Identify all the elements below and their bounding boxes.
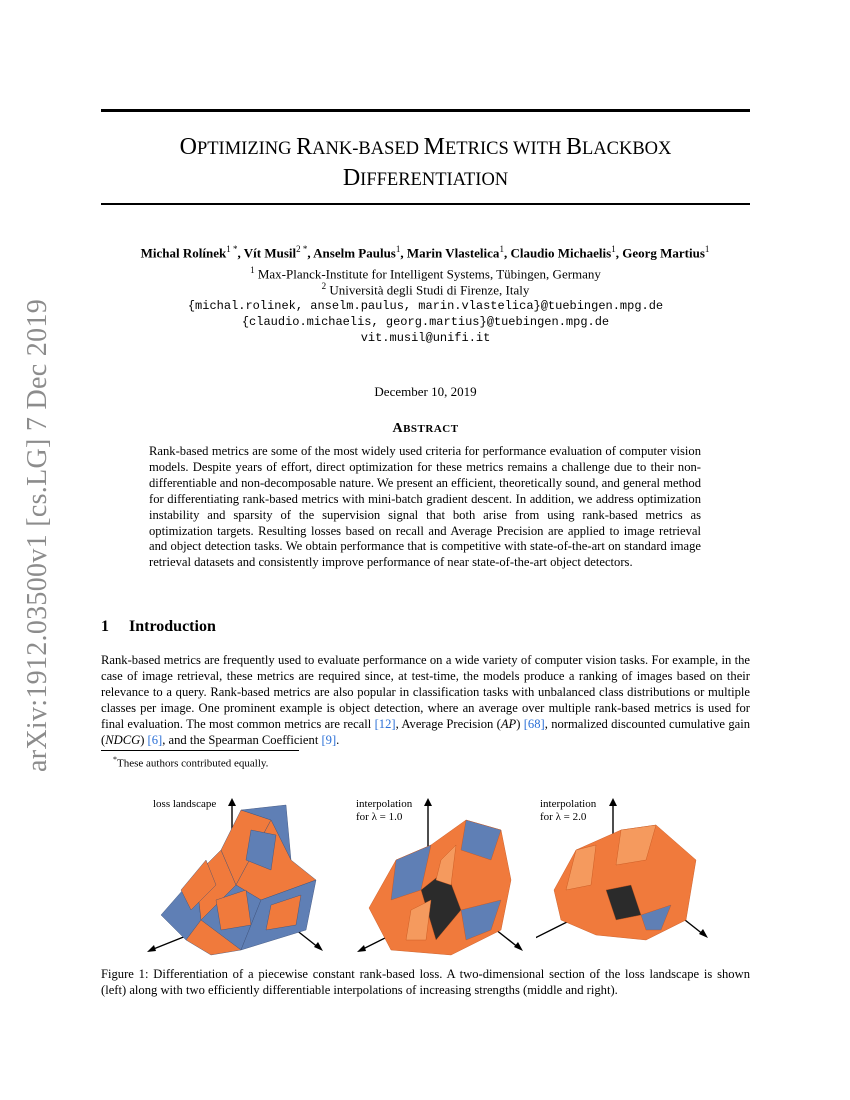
math-ndcg: NDCG	[105, 732, 141, 747]
math-ap: AP	[500, 716, 517, 731]
affiliation-2-mark: 2	[321, 281, 327, 291]
title-smallcaps: PTIMIZING	[196, 139, 297, 159]
title-smallcaps: ANK-BASED	[312, 139, 424, 159]
abstract-heading	[101, 421, 750, 437]
author-name: Marin Vlastelica	[406, 245, 500, 261]
title-smallcaps: IFFERENTIATION	[360, 170, 509, 190]
citation-link[interactable]: [6]	[147, 732, 163, 747]
section-heading-introduction	[101, 618, 216, 636]
section-number: 1	[101, 618, 109, 635]
introduction-paragraph	[101, 653, 750, 748]
panel-label: interpolation	[540, 798, 597, 810]
panel-label: loss landscape	[153, 798, 217, 810]
author-affiliation-mark: 2 *	[296, 244, 308, 254]
author-affiliation-mark: 1	[395, 244, 401, 254]
author-name: Anselm Paulus	[313, 245, 396, 261]
figure-panel-interpolation-1	[351, 790, 551, 970]
paper-title	[101, 133, 750, 195]
affiliation-1-mark: 1	[250, 265, 255, 275]
author-affiliation-mark: 1	[611, 244, 616, 254]
citation-link[interactable]: [12]	[374, 716, 396, 731]
footnote-mark: *	[113, 755, 117, 764]
title-smallcaps: ETRICS WITH	[445, 139, 566, 159]
panel-label: for λ = 1.0	[356, 811, 403, 823]
author-name: Claudio Michaelis	[510, 245, 612, 261]
title-bottom-rule	[101, 203, 750, 205]
footnote-text: These authors contributed equally.	[117, 757, 269, 770]
intro-text: , and the Spearman Coefficient	[162, 732, 322, 747]
abstract-body: Rank-based metrics are some of the most widely used criteria for performance evaluation of computer vision models. Despite years of effort, direct optimization for these metrics remains a challenge due to their non-differentiable and non-decomposable nature. We present an efficient, theoretically sound, and general method for differentiating rank-based metrics with mini-batch gradient descent. In addition, we address optimization instability and sparsity of the supervision signal that both arise from using rank-based metrics as optimization targets. Resulting losses based on recall and Average Precision are applied to image retrieval and object detection tasks. We obtain performance that is competitive with state-of-the-art on standard image retrieval datasets and consistently improve performance of near state-of-the-art object detectors.	[149, 444, 701, 570]
affiliation-2	[101, 278, 750, 298]
title-cap-letter: M	[423, 134, 445, 160]
author-affiliation-mark: 1 *	[226, 244, 238, 254]
author-list: Michal Rolínek$^{1 *}$, Vít Musil$^{2 *}$, Anselm Paulus$^1$, Marin Vlastelica$^1$, Claudio Michaelis$^1$, Georg Martius$^1$	[140, 244, 710, 261]
affiliation-1-text: Max-Planck-Institute for Intelligent Systems, Tübingen, Germany	[257, 266, 601, 282]
panel-label: for λ = 2.0	[540, 811, 587, 823]
author-name: Michal Rolínek	[140, 245, 227, 261]
title-cap-letter: R	[296, 134, 313, 160]
email-line-1: {michal.rolinek, anselm.paulus, marin.vlastelica}@tuebingen.mpg.de	[187, 299, 664, 313]
email-line-2: {claudio.michaelis, georg.martius}@tuebingen.mpg.de	[241, 315, 610, 329]
citation-link[interactable]: [9]	[321, 732, 337, 747]
footnote	[113, 755, 268, 770]
email-line-3: vit.musil@unifi.it	[360, 331, 491, 345]
title-smallcaps: LACKBOX	[581, 139, 672, 159]
intro-text: , Average Precision (	[395, 716, 501, 731]
abstract-heading-cap: A	[392, 421, 404, 436]
intro-text: .	[336, 732, 340, 747]
intro-text: )	[516, 716, 524, 731]
title-line-2	[101, 164, 750, 195]
title-cap-letter: B	[565, 134, 582, 160]
footnote-rule	[101, 750, 299, 751]
panel-label: interpolation	[356, 798, 413, 810]
author-name: Vít Musil	[243, 245, 297, 261]
author-affiliation-mark: 1	[499, 244, 504, 254]
arxiv-watermark: arXiv:1912.03500v1 [cs.LG] 7 Dec 2019	[22, 298, 53, 772]
figure-1	[101, 790, 750, 970]
title-top-rule	[101, 109, 750, 112]
title-line-1	[101, 133, 750, 164]
affiliation-2-text: Università degli Studi di Firenze, Italy	[329, 282, 530, 298]
figure-1-caption: Figure 1: Differentiation of a piecewise constant rank-based loss. A two-dimensional section of the loss landscape is shown (left) along with two efficiently differentiable interpolations of increasing strengths (middle and right).	[101, 967, 750, 997]
section-title: Introduction	[129, 618, 216, 635]
title-cap-letter: O	[179, 134, 197, 160]
author-name: Georg Martius	[622, 245, 705, 261]
figure-panel-interpolation-2	[536, 790, 736, 970]
loss-landscape-plot	[141, 790, 341, 970]
intro-text: Rank-based metrics are frequently used to evaluate performance on a wide variety of computer vision tasks. For example, in the case of image retrieval, these metrics are required since, at test-time, the models produce a ranking of images based on their relevance to a query. Rank-based metrics are also popular in classification tasks with unbalanced class distributions or multiple classes per image. One prominent example is object detection, where an average over multiple rank-based metrics is used for final evaluation. The most common metrics are recall	[101, 653, 750, 731]
title-cap-letter: D	[342, 165, 361, 191]
abstract-heading-rest: BSTRACT	[403, 423, 459, 435]
intro-text: )	[140, 732, 148, 747]
citation-link[interactable]: [68]	[523, 716, 545, 731]
figure-panel-loss-landscape	[141, 790, 341, 970]
author-affiliation-mark: 1	[704, 244, 710, 254]
paper-date: December 10, 2019	[374, 384, 477, 399]
intro-text: , normalized discounted cumulative gain (	[101, 716, 751, 747]
